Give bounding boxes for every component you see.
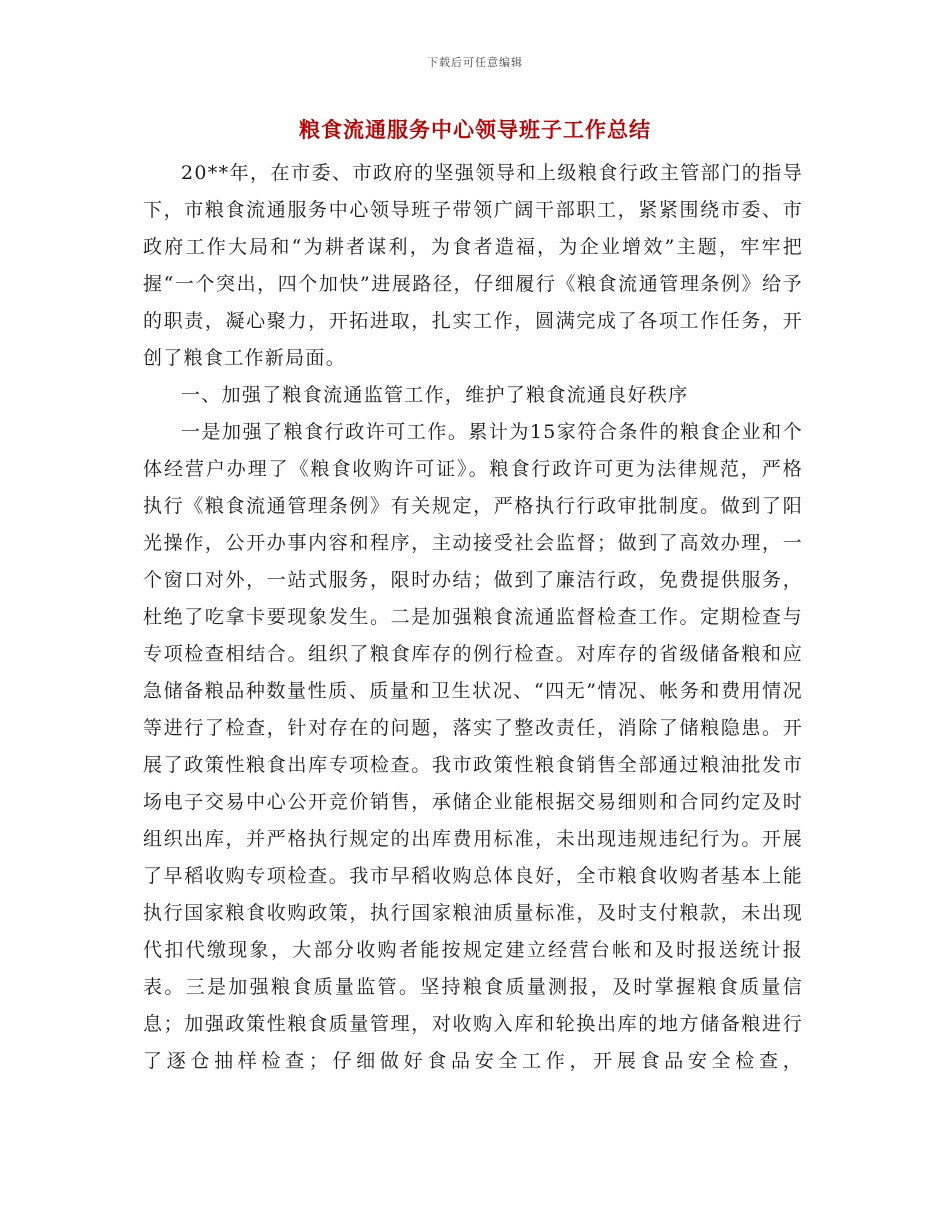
section-heading-1: 一、加强了粮食流通监管工作，维护了粮食流通良好秩序	[181, 384, 689, 406]
paragraph-section-1-body: 一是加强了粮食行政许可工作。累计为15家符合条件的粮食企业和个体经营户办理了《粮食收购许可证》。粮食行政许可更为法律规范，严格执行《粮食流通管理条例》有关规定，严格执行行政审批制度。做到了阳光操作，公开办事内容和程序，主动接受社会监督；做到了高效办理，一个窗口对外，一站式服务，限时办结；做到了廉洁行政，免费提供服务，杜绝了吃拿卡要现象发生。二是加强粮食流通监督检查工作。定期检查与专项检查相结合。组织了粮食库存的例行检查。对库存的省级储备粮和应急储备粮品种数量性质、质量和卫生状况、“四无”情况、帐务和费用情况等进行了检查，针对存在的问题，落实了整改责任，消除了储粮隐患。开展了政策性粮食出库专项检查。我市政策性粮食销售全部通过粮油批发市场电子交易中心公开竞价销售，承储企业能根据交易细则和合同约定及时组织出库，并严格执行规定的出库费用标准，未出现违规违纪行为。开展了早稻收购专项检查。我市早稻收购总体良好，全市粮食收购者基本上能执行国家粮食收购政策，执行国家粮油质量标准，及时支付粮款，未出现代扣代缴现象，大部分收购者能按规定建立经营台帐和及时报送统计报表。三是加强粮食质量监管。坚持粮食质量测报，及时掌握粮食质量信息；加强政策性粮食质量管理，对收购入库和轮换出库的地方储备粮进行了逐仓抽样检查；仔细做好食品安全工作，开展食品安全检查，	[143, 421, 803, 1072]
document-title: 粮食流通服务中心领导班子工作总结	[299, 118, 651, 142]
document-body	[143, 155, 803, 1080]
header-note: 下载后可任意编辑	[427, 56, 523, 69]
paragraph-intro: 20**年，在市委、市政府的坚强领导和上级粮食行政主管部门的指导下，市粮食流通服务中心领导班子带领广阔干部职工，紧紧围绕市委、市政府工作大局和“为耕者谋利，为食者造福，为企业增效”主题，牢牢把握“一个突出，四个加快”进展路径，仔细履行《粮食流通管理条例》给予的职责，凝心聚力，开拓进取，扎实工作，圆满完成了各项工作任务，开创了粮食工作新局面。	[143, 162, 803, 369]
